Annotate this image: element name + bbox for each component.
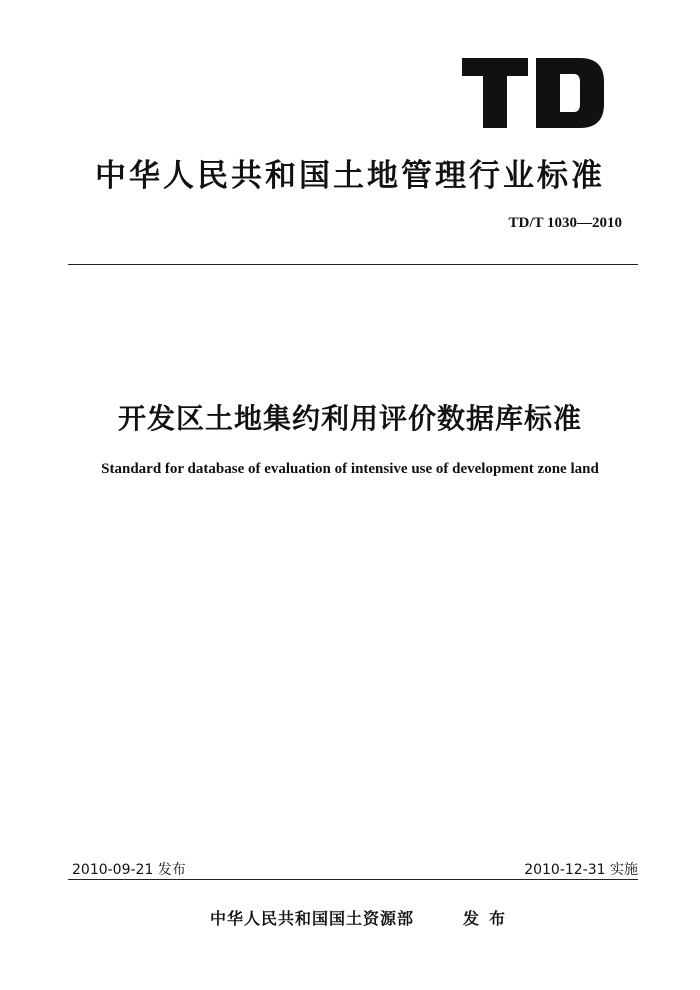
standard-number: TD/T 1030—2010 (508, 215, 622, 231)
publish-label: 发布 (463, 909, 516, 928)
document-title-chinese: 开发区土地集约利用评价数据库标准 (117, 402, 582, 435)
document-title-english: Standard for database of evaluation of intensive use of development zone land (101, 461, 599, 477)
footer-divider (68, 879, 638, 880)
td-logo (462, 58, 606, 128)
publisher-name: 中华人民共和国国土资源部 (210, 909, 415, 928)
industry-standard-title: 中华人民共和国土地管理行业标准 (95, 158, 605, 194)
effective-date: 2010-12-31 实施 (524, 862, 638, 878)
header-divider (68, 264, 638, 265)
issue-date: 2010-09-21 发布 (72, 862, 186, 878)
